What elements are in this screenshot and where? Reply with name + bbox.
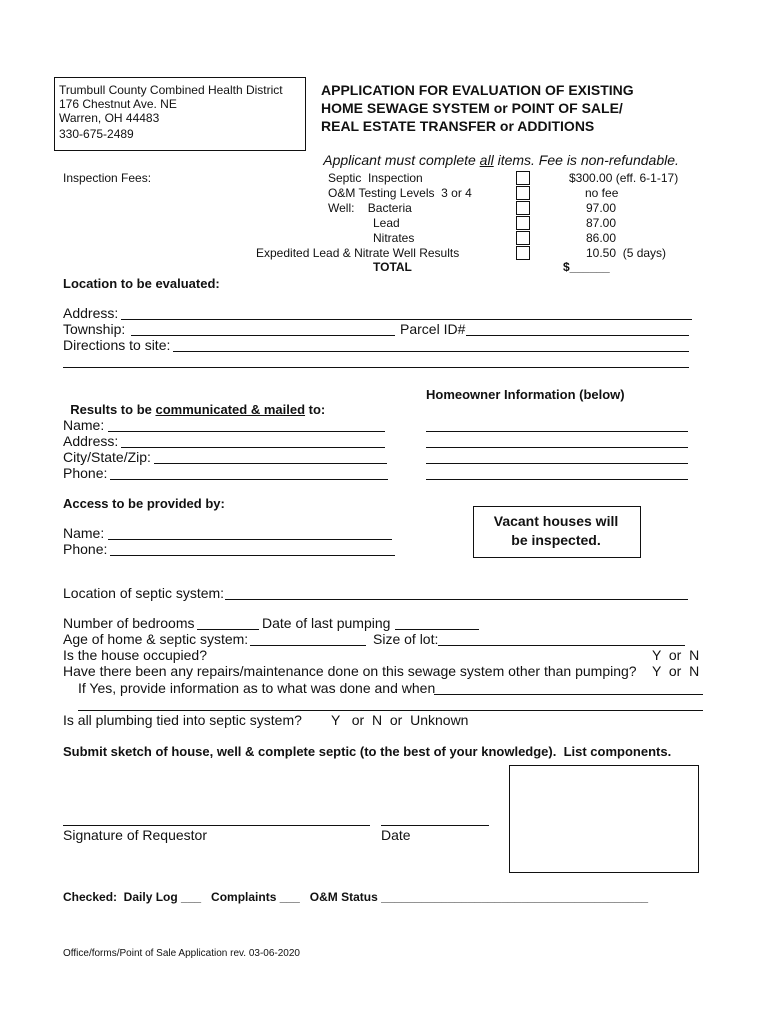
homeowner-phone-field[interactable]	[426, 479, 688, 480]
location-address-label: Address:	[63, 305, 119, 321]
age-label: Age of home & septic system:	[63, 631, 249, 647]
homeowner-citystatezip-field[interactable]	[426, 463, 688, 464]
fee-label-bacteria: Well: Bacteria	[328, 201, 412, 215]
access-phone-label: Phone:	[63, 541, 108, 557]
fee-price-expedited: 10.50 (5 days)	[586, 246, 667, 260]
fee-total-value[interactable]: $______	[563, 260, 610, 274]
date-label: Date	[381, 827, 411, 843]
occupied-yn[interactable]: Y or N	[652, 647, 700, 663]
results-phone-field[interactable]	[110, 479, 388, 480]
bedrooms-label: Number of bedrooms	[63, 615, 195, 631]
septic-location-label: Location of septic system:	[63, 585, 225, 601]
fee-price-bacteria: 97.00	[586, 201, 617, 215]
lot-size-label: Size of lot:	[373, 631, 439, 647]
vacant-notice-line1: Vacant houses will	[493, 513, 619, 529]
note-text-end: items. Fee is non-refundable.	[493, 152, 679, 168]
fees-heading: Inspection Fees:	[63, 171, 152, 185]
signature-label: Signature of Requestor	[63, 827, 207, 843]
fee-price-septic: $300.00 (eff. 6-1-17)	[569, 171, 679, 185]
fee-price-om: no fee	[585, 186, 619, 200]
form-title-line2: HOME SEWAGE SYSTEM or POINT OF SALE/	[321, 100, 623, 116]
homeowner-heading: Homeowner Information (below)	[426, 387, 625, 402]
location-directions-label: Directions to site:	[63, 337, 171, 353]
repairs-label: Have there been any repairs/maintenance done on this sewage system other than pumping?	[63, 663, 637, 679]
fee-checkbox-nitrates[interactable]	[516, 231, 530, 245]
form-title-line3: REAL ESTATE TRANSFER or ADDITIONS	[321, 118, 595, 134]
results-name-field[interactable]	[108, 431, 385, 432]
office-checked-line: Checked: Daily Log ___ Complaints ___ O&M Status ________________________________________	[63, 890, 649, 904]
bedrooms-field[interactable]	[197, 629, 259, 630]
results-address-field[interactable]	[121, 447, 385, 448]
location-township-label: Township:	[63, 321, 126, 337]
location-township-field[interactable]	[131, 335, 395, 336]
results-heading-end: to:	[305, 402, 326, 417]
form-title-line1: APPLICATION FOR EVALUATION OF EXISTING	[321, 82, 634, 98]
location-parcel-field[interactable]	[466, 335, 689, 336]
fee-checkbox-om[interactable]	[516, 186, 530, 200]
fee-checkbox-lead[interactable]	[516, 216, 530, 230]
last-pumping-field[interactable]	[395, 629, 479, 630]
fee-label-septic: Septic Inspection	[328, 171, 423, 185]
results-heading-start: Results to be	[70, 402, 156, 417]
note-text-start: Applicant must complete	[323, 152, 480, 168]
septic-location-field[interactable]	[225, 599, 688, 600]
results-citystatezip-field[interactable]	[154, 463, 387, 464]
agency-name: Trumbull County Combined Health District	[59, 83, 283, 97]
if-yes-field-2[interactable]	[78, 710, 703, 711]
agency-phone: 330-675-2489	[59, 127, 134, 141]
plumbing-options[interactable]: Y or N or Unknown	[331, 712, 469, 728]
note-text-all: all	[479, 152, 494, 168]
location-heading: Location to be evaluated:	[63, 276, 220, 291]
fee-checkbox-septic[interactable]	[516, 171, 530, 185]
results-name-label: Name:	[63, 417, 105, 433]
fee-price-nitrates: 86.00	[586, 231, 617, 245]
agency-city: Warren, OH 44483	[59, 111, 160, 125]
fee-label-nitrates: Nitrates	[373, 231, 415, 245]
results-citystatezip-label: City/State/Zip:	[63, 449, 151, 465]
sketch-box[interactable]	[509, 765, 699, 873]
sketch-instructions: Submit sketch of house, well & complete septic (to the best of your knowledge). List components.	[63, 744, 672, 759]
results-heading	[63, 387, 325, 417]
results-heading-em: communicated & mailed	[155, 402, 306, 417]
repairs-yn[interactable]: Y or N	[652, 663, 700, 679]
lot-size-field[interactable]	[438, 645, 685, 646]
footer-revision: Office/forms/Point of Sale Application rev. 03-06-2020	[63, 948, 300, 959]
fee-label-lead: Lead	[373, 216, 400, 230]
age-field[interactable]	[250, 645, 366, 646]
results-address-label: Address:	[63, 433, 119, 449]
plumbing-label: Is all plumbing tied into septic system?	[63, 712, 302, 728]
homeowner-name-field[interactable]	[426, 431, 688, 432]
homeowner-address-field[interactable]	[426, 447, 688, 448]
fee-total-label: TOTAL	[373, 260, 412, 274]
occupied-label: Is the house occupied?	[63, 647, 207, 663]
fee-label-om: O&M Testing Levels 3 or 4	[328, 186, 472, 200]
last-pumping-label: Date of last pumping	[262, 615, 391, 631]
agency-street: 176 Chestnut Ave. NE	[59, 97, 177, 111]
location-address-field[interactable]	[121, 319, 692, 320]
if-yes-label: If Yes, provide information as to what was done and when	[78, 680, 436, 696]
fee-label-expedited: Expedited Lead & Nitrate Well Results	[256, 246, 460, 260]
results-phone-label: Phone:	[63, 465, 108, 481]
location-parcel-label: Parcel ID#	[400, 321, 466, 337]
vacant-notice-line2: be inspected.	[511, 532, 601, 548]
if-yes-field[interactable]	[434, 694, 703, 695]
access-name-field[interactable]	[108, 539, 392, 540]
access-name-label: Name:	[63, 525, 105, 541]
location-directions-field[interactable]	[173, 351, 689, 352]
form-title-note	[316, 136, 679, 168]
fee-checkbox-bacteria[interactable]	[516, 201, 530, 215]
signature-field[interactable]	[63, 825, 370, 826]
date-field[interactable]	[381, 825, 489, 826]
access-phone-field[interactable]	[110, 555, 395, 556]
access-heading: Access to be provided by:	[63, 496, 225, 511]
fee-checkbox-expedited[interactable]	[516, 246, 530, 260]
location-directions-field-2[interactable]	[63, 367, 689, 368]
fee-price-lead: 87.00	[586, 216, 617, 230]
